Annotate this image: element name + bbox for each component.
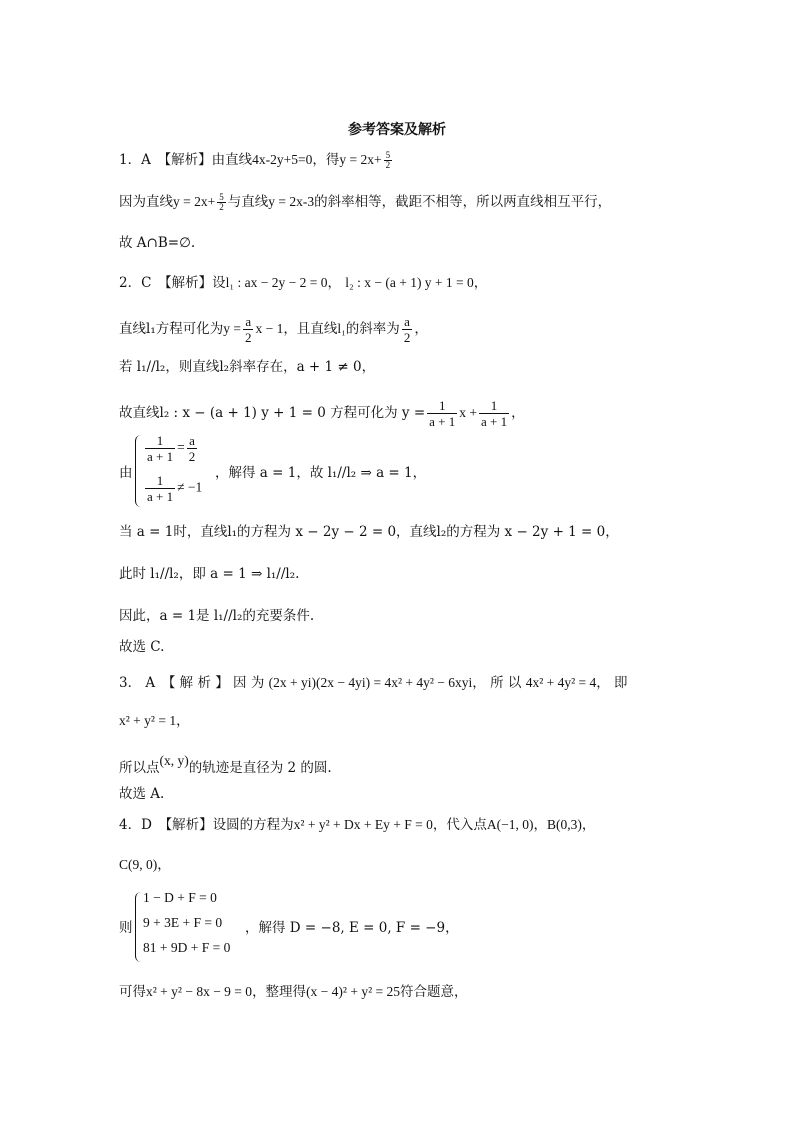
q4-last-a: 可得 bbox=[119, 984, 146, 1000]
q3-line1-eq: (2x + yi)(2x − 4yi) = 4x² + 4y² − 6xyi bbox=[268, 675, 473, 690]
q2-sys-prefix: 由 bbox=[119, 465, 133, 481]
q2-slope-fraction bbox=[402, 314, 413, 345]
q4-last-eq2: (x − 4)² + y² = 25 bbox=[306, 984, 400, 999]
q2-sys-row1-rhs-den: 2 bbox=[188, 449, 196, 464]
q1-line2-fraction bbox=[217, 193, 226, 212]
q1-fraction bbox=[384, 151, 393, 170]
q4-last-b: ，整理得 bbox=[252, 984, 307, 1000]
q4-last-eq: x² + y² − 8x − 9 = 0 bbox=[146, 984, 253, 999]
q2-sys-row2 bbox=[143, 473, 202, 504]
q4-sys-row2: 9 + 3E + F = 0 bbox=[143, 915, 223, 930]
q2-frac-num: a bbox=[243, 314, 254, 330]
q1-line2-frac-den: 2 bbox=[219, 202, 224, 212]
q2-sys-row2-den: a + 1 bbox=[147, 489, 174, 504]
q1-result-eq: y = 2x+ bbox=[339, 152, 382, 167]
q2-line3: 若 l₁//l₂，则直线l₂斜率存在，a + 1 ≠ 0， bbox=[119, 359, 376, 375]
q3-line3-a: 所以点 bbox=[119, 760, 160, 776]
q1-line2-a: 因为直线 bbox=[119, 194, 173, 210]
q4-system bbox=[119, 890, 519, 966]
q2-line4-frac1-den: a + 1 bbox=[429, 414, 456, 429]
q2-line4-end: ， bbox=[511, 405, 525, 421]
q2-frac-den: 2 bbox=[244, 330, 252, 345]
q2-sys-row2-num: 1 bbox=[145, 473, 175, 489]
q2-line9: 故选 C. bbox=[119, 639, 165, 655]
q3-line1-b: ， 所 以 bbox=[472, 675, 522, 691]
q1-line2 bbox=[119, 192, 611, 212]
q1-line2-c: 的斜率相等，截距不相等，所以两直线相互平行， bbox=[314, 194, 612, 210]
q1-frac-den: 2 bbox=[385, 160, 391, 170]
q1-line1 bbox=[119, 150, 394, 170]
q4-brace bbox=[135, 892, 142, 962]
q2-line2 bbox=[119, 314, 428, 345]
q4-sys-tail: ，解得 D = −8, E = 0, F = −9， bbox=[245, 920, 459, 936]
q2-sys-row2-frac bbox=[145, 473, 175, 504]
q3-line4: 故选 A. bbox=[119, 786, 165, 802]
q2-sys-row1-frac bbox=[145, 433, 175, 464]
q2-l1-def: l₁ : ax − 2y − 2 = 0， bbox=[225, 275, 341, 290]
q2-line6: 当 a = 1时，直线l₁的方程为 x − 2y − 2 = 0，直线l₂的方程为 x − 2y + 1 = 0， bbox=[119, 524, 619, 540]
q2-line4 bbox=[119, 398, 525, 429]
q4-circle-eq: x² + y² + Dx + Ey + F = 0 bbox=[293, 817, 433, 832]
q4-line1 bbox=[119, 815, 595, 835]
q1-line3: 故 A∩B=∅. bbox=[119, 235, 196, 251]
q2-system bbox=[119, 433, 519, 509]
q4-last-c: 符合题意， bbox=[400, 984, 468, 1000]
q2-slope-num: a bbox=[402, 314, 413, 330]
q2-line2-fraction bbox=[243, 314, 254, 345]
q2-line7: 此时 l₁//l₂，即 a = 1 ⇒ l₁//l₂. bbox=[119, 566, 300, 582]
q3-line1-c: ， 即 bbox=[596, 675, 628, 691]
q2-line4-b: x + bbox=[459, 405, 477, 420]
q1-line-eq: 4x-2y+5=0，得 bbox=[252, 152, 340, 167]
q2-line4-frac1 bbox=[427, 398, 457, 429]
q3-line2: x² + y² = 1， bbox=[119, 713, 190, 728]
q2-prefix: 2．C 【解析】设 bbox=[119, 275, 226, 291]
q4-point-b: B(0,3) bbox=[546, 817, 582, 832]
q2-sys-row1-den: a + 1 bbox=[147, 449, 174, 464]
q4-line2: C(9, 0)， bbox=[119, 857, 171, 872]
q2-brace bbox=[135, 435, 142, 507]
q2-line4-frac2 bbox=[479, 398, 509, 429]
q3-line1-eq2: 4x² + 4y² = 4 bbox=[525, 675, 597, 690]
q2-line4-a: 故直线l₂ : x − (a + 1) y + 1 = 0 方程可化为 y = bbox=[119, 405, 426, 421]
q2-line8: 因此，a = 1是 l₁//l₂的充要条件. bbox=[119, 608, 315, 624]
q2-sys-row1-rhs-num: a bbox=[187, 433, 198, 449]
q2-sys-row1-rhs bbox=[187, 433, 198, 464]
q2-line2-end: ， bbox=[414, 321, 428, 337]
q1-line2-eq2: y = 2x-3 bbox=[268, 194, 315, 209]
q3-line3-b: 的轨迹是直径为 2 的圆. bbox=[188, 760, 332, 776]
q2-sys-row1-num: 1 bbox=[145, 433, 175, 449]
q1-line2-frac-num: 5 bbox=[219, 192, 224, 202]
q4-sys-row1: 1 − D + F = 0 bbox=[143, 890, 217, 905]
q2-line4-frac1-num: 1 bbox=[427, 398, 457, 414]
q2-line1 bbox=[119, 273, 487, 293]
q2-line4-frac2-num: 1 bbox=[479, 398, 509, 414]
q2-sys-row2-rhs: ≠ −1 bbox=[177, 479, 203, 495]
q1-frac-num: 5 bbox=[385, 150, 391, 160]
q4-line1-b: ，代入点 bbox=[432, 817, 487, 833]
q2-line4-frac2-den: a + 1 bbox=[481, 414, 508, 429]
q1-prefix: 1．A 【解析】由直线 bbox=[119, 152, 253, 168]
q2-line2-tail: x − 1，且直线l₁的斜率为 bbox=[255, 321, 400, 336]
q4-comma-2: ， bbox=[581, 817, 596, 833]
q3-line1 bbox=[119, 673, 675, 693]
q4-sys-prefix: 则 bbox=[119, 920, 133, 936]
q4-line1-a: 4．D 【解析】设圆的方程为 bbox=[119, 817, 294, 833]
q4-last-line bbox=[119, 982, 468, 1002]
q2-l2-def: l₂ : x − (a + 1) y + 1 = 0， bbox=[345, 275, 488, 290]
q4-sys-row3: 81 + 9D + F = 0 bbox=[143, 940, 231, 955]
q2-line2-eq: y = bbox=[223, 321, 241, 336]
q4-comma: ， bbox=[533, 817, 547, 833]
q3-line3 bbox=[119, 753, 332, 778]
page-title: 参考答案及解析 bbox=[348, 122, 446, 138]
q3-point: (x, y) bbox=[159, 753, 189, 768]
q1-line2-eq1: y = 2x+ bbox=[173, 194, 216, 209]
q4-point-a: A(−1, 0) bbox=[486, 817, 534, 832]
q2-sys-tail: ，解得 a = 1，故 l₁//l₂ ⇒ a = 1， bbox=[215, 465, 427, 481]
q2-sys-row1 bbox=[143, 433, 199, 464]
q3-line1-a: 3． A 【 解 析 】 因 为 bbox=[119, 675, 265, 691]
q2-line2-a: 直线l₁方程可化为 bbox=[119, 321, 224, 337]
q2-sys-row1-eq: = bbox=[177, 439, 185, 455]
q2-slope-den: 2 bbox=[403, 330, 411, 345]
q1-line2-b: 与直线 bbox=[227, 194, 269, 210]
